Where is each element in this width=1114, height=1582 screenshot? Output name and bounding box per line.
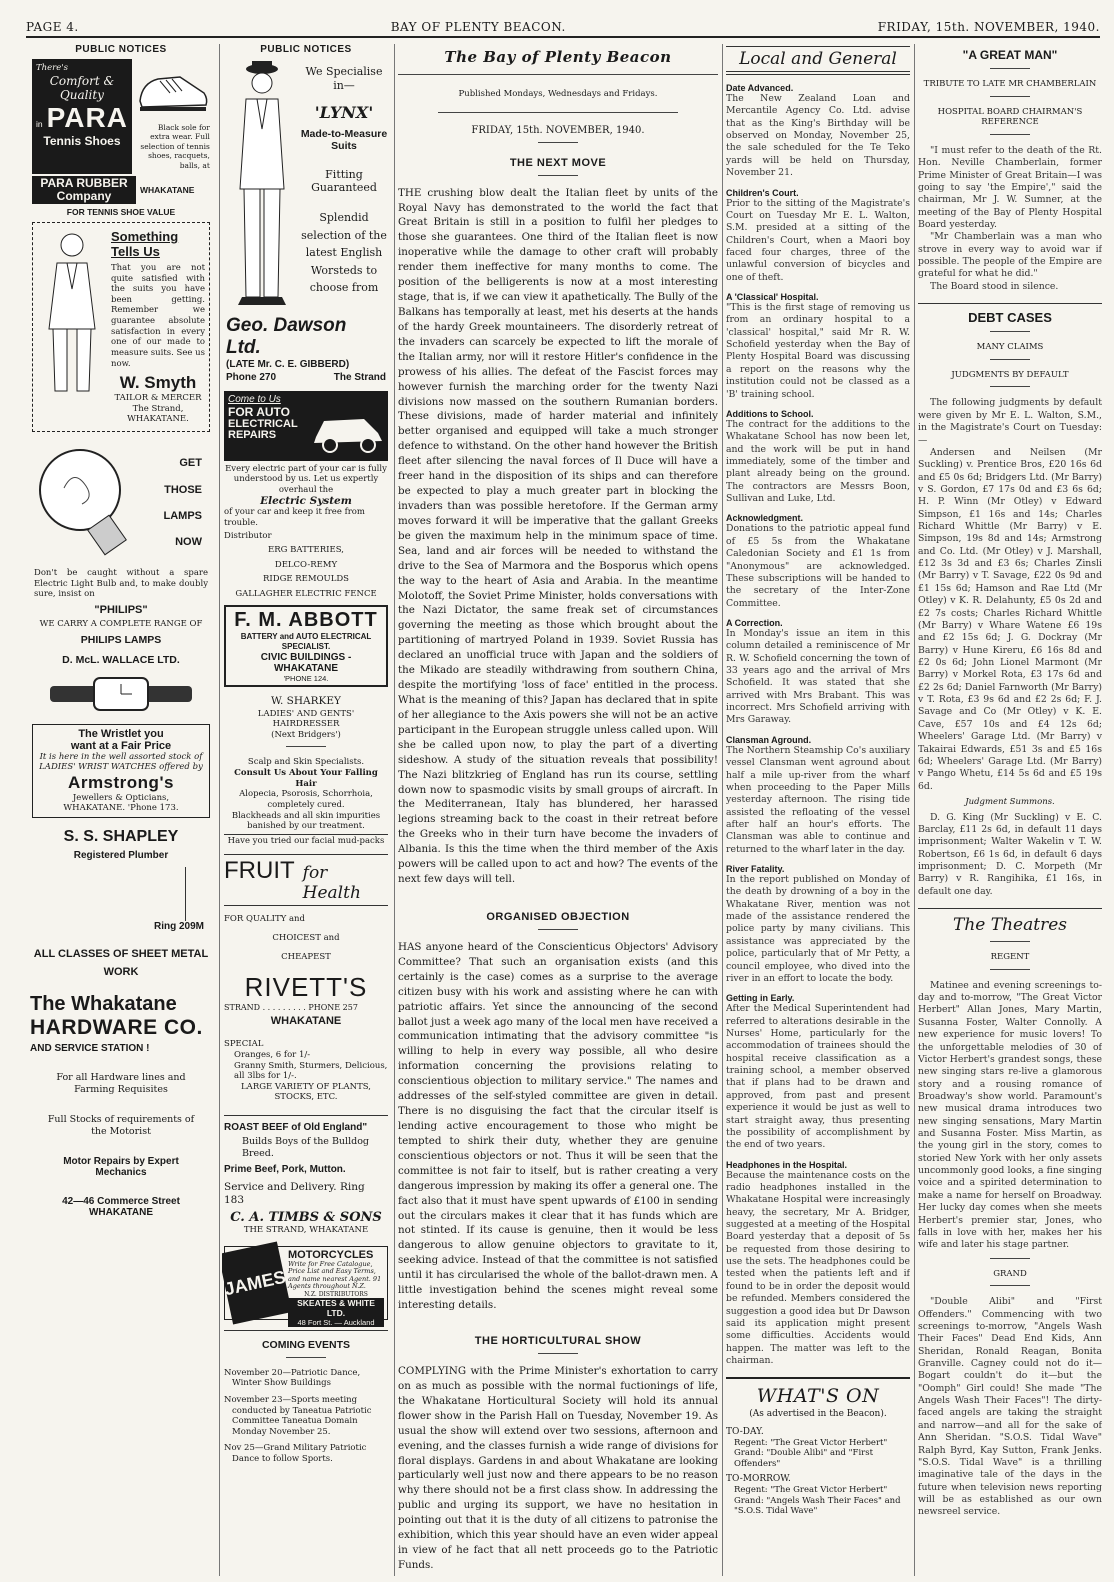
news-body: Donations to the patriotic appeal fund of £5 5s from the Whakatane Caledonian Society and £1 1s from "Anonymous" are acknowledged. These subscriptions will be handed to the secretary of the Inter-Zone Committee. [726, 523, 910, 609]
fruit-line3: CHEAPEST [281, 951, 331, 962]
dawson-lynx-ad [224, 59, 388, 309]
column-rule [219, 44, 220, 1576]
news-body: The contract for the additions to the Whakatane School has now been let, and the work will be put in hand immediately, some of the timber and plant already being on the ground. The contractors are Messrs Boon, Sullivan and Luke, Ltd. [726, 418, 910, 505]
coming-events [224, 1330, 388, 1465]
lynx-line2: Made-to-Measure Suits [300, 127, 388, 152]
lynx-line4: Splendid selection of the latest English Worsteds to choose from [301, 211, 387, 295]
abbott-phone: 'PHONE 124. [283, 674, 329, 683]
news-heading: Headphones in the Hospital. [726, 1159, 848, 1170]
column-2-advertisements [222, 44, 390, 1576]
wristlet-body: It is here in the well assorted stock of LADIES' WRIST WATCHES offered by [39, 751, 203, 773]
event-item: Nov 25—Grand Military Patriotic Dance to follow Sports. [224, 1443, 367, 1464]
local-news-item [726, 292, 910, 401]
hardware-name2: HARDWARE CO. [30, 1016, 203, 1040]
lamps-word1: GET [179, 457, 202, 470]
issue-date: FRIDAY, 15th. NOVEMBER, 1940. [877, 20, 1100, 34]
shapley-trade: Registered Plumber [73, 850, 169, 861]
column-4-local-news [726, 44, 910, 1576]
great-man-title: "A GREAT MAN" [962, 48, 1058, 62]
armstrong-trade: Jewellers & Opticians, [72, 792, 170, 803]
news-body: In Monday's issue an item in this column detailed a reminiscence of Mr R. W. Schofield concerning the town of 33 years ago and the arrival of Mrs Schofield. It was stated that she arrived with Mrs Brabant. This was incorrect. Mrs Schofield arriving with Mrs Garaway. [726, 627, 910, 726]
hardware-town: WHAKATANE [88, 1206, 154, 1218]
light-bulb-icon [34, 438, 134, 568]
dawson-late: (LATE Mr. C. E. GIBBERD) [226, 359, 350, 370]
debt-sub: MANY CLAIMS [976, 342, 1044, 353]
news-body: Prior to the sitting of the Magistrate's Court on Tuesday Mr E. L. Walton, S.M. presided at a sitting of the Children's Court, when a Maori boy faced four charges, three of the unlawful conversion of bicycles and one of theft. [726, 197, 910, 283]
great-man-sub: TRIBUTE TO LATE MR CHAMBERLAIN [923, 79, 1097, 89]
beef-line3: Service and Delivery. Ring 183 [224, 1180, 365, 1206]
theatres-article [918, 915, 1102, 1519]
sharkey-line2: Consult Us About Your Falling Hair [234, 768, 378, 789]
news-heading: Date Advanced. [726, 83, 794, 93]
regent-review: Matinee and evening screenings to-day and to-morrow, "The Great Victor Herbert" Allan Jones, Mary Martin, Susanna Foster, Walter Connolly. A new experience for music lovers! To the unforgettable melodies of 30 of Victor Herbert's grandest songs, these new singing stars re-live a glamorous story and a rousing romance of Broadway's show world. Paramount's new musical drama introduces two new singing sensations, Mary Martin and Susanna Foster. Miss Martin, as the young girl in the story, comes to storied New York with her only assets uncommonly good looks, a fine singing voice and a spirited determination to make a name for herself on Broadway. Her lucky day comes when she meets Herbert's premier star, Jones, who falls in love with her, makes her his wife and later his stage partner. [918, 979, 1102, 1251]
abbott-auto-electrical-ad [224, 391, 388, 688]
whats-on-listing: Grand: "Angels Wash Their Faces" and "S.O.S. Tidal Wave" [734, 1495, 901, 1517]
news-heading: Additions to School. [726, 408, 814, 419]
section-header: PUBLIC NOTICES [75, 44, 167, 55]
lamps-brand: "PHILIPS" [94, 603, 148, 616]
local-news-item [726, 993, 910, 1151]
para-slogan: FOR TENNIS SHOE VALUE [66, 207, 176, 218]
paper-name: BAY OF PLENTY BEACON. [390, 20, 566, 34]
whats-on-listing: Regent: "The Great Victor Herbert" [734, 1437, 888, 1448]
editorial-next-move: THE crushing blow dealt the Italian fleet by units of the Royal Navy has demonstrated to the world the fact that Great Britain is still in a position to fulfil her pledges to those she guarantees. One third of the Italian fleet is now inoperative while the damage to other craft will probably render them ineffective for many months to come. The position of the belligerents is now at a most interesting stage, that is, if we can view it apathetically. The Bully of the Balkans has temporally at least, met his deserts at the hands of the hardy Greek mountaineers. The disorderly retreat of the invaders can scarcely be expected to lift the morale of the Italian army, nor will it restore Hitler's confidence in the prowess of his allies. The defeat of the Fascist forces may however furnish the marching order for the twenty Nazi divisions now massed on the southern Rumanian borders. These divisions, made of harder material and infinitely better organised and equipped will take a much stronger defence to withstand. On the other hand however the British fleet after silencing the naval forces of Il Duce will have a freer hand in the disposition of its ships and can therefore be expected to play a much greater part in blocking the invaders than was possible heretofore. If the German army moves forward it will be imperative that the gallant Greeks be given the maximum help in the minimum space of time. Sea, land and air forces will be needed to withstand the drive to the Sea of Marmora and the Bosporus which opens the way to the heart of Asia and Arabia. In the meantime Molotoff, the Soviet Prime Minister, holds conversations with the Nazi Dictator, the same freak set of circumstances governing the meeting as those which brought about the partitioning of martryed Poland in 1939. Soviet Russia has declared an unofficial truce with Japan and the soldiers of the Mikado are steadily withdrawing from southern China, despite the mortifying 'loss of face' entitled in the process. What is the meaning of this? Japan has declared that in spite of her allegiance to the Axis powers she will not be an active participant in the European struggle unless called upon. Will she be called upon now, to play the part of a diverting sideshow. A study of the situation reveals that possibility! The Nazi blitzkrieg of England has run its course, settling down now to spasmodic visits by small groups of aircraft. In the Mediterranean, Italy has blundered, her harassed legions streaming back to the coast in their retreat before the Greeks who in their turn have become the invaders of Albania. Is this the time when the third member of the Axis powers will be called upon to act and how? The events of the next few days will tell. [398, 186, 718, 886]
lamps-body: Don't be caught without a spare Electric Light Bulb and, to make doubly sure, insist on [34, 568, 208, 600]
lynx-line3: Fitting Guaranteed [311, 167, 377, 195]
sharkey-name: W. SHARKEY [271, 695, 341, 708]
news-heading: A Correction. [726, 617, 783, 628]
auto-item: ERG BATTERIES, [268, 545, 344, 556]
great-man-article [918, 48, 1102, 293]
sharkey-line4: Blackheads and all skin impurities banished by our treatment. [231, 810, 381, 832]
news-body: Because the maintenance costs on the radio headphones installed in the Whakatane Hospital were increasingly heavy, the secretary, Mr A. Bridger, suggested at a meeting of the Hospital Board yesterday that a deposit of 5s be requested from those desiring to use the sets. The headphones could be tested when the patients left and if found to be in order the deposit would be refunded. Members considered the suggestion a good idea but Dr Dawson said its application might present some difficulties. Accidents would happen. The matter was left to the chairman. [726, 1169, 910, 1366]
para-rubber-ad [32, 59, 210, 218]
column-1-advertisements [26, 44, 216, 1576]
para-banner [32, 59, 132, 174]
sharkey-trade: LADIES' AND GENTS' HAIRDRESSER [257, 708, 355, 730]
local-news-item [726, 409, 910, 506]
rivetts-name: RIVETT'S [244, 972, 368, 1003]
local-news-item [726, 864, 910, 985]
auto-banner3: ELECTRICAL REPAIRS [228, 417, 298, 442]
james-heading: MOTORCYCLES [288, 1248, 374, 1261]
event-item: November 23—Sports meeting conducted by Taneatua Patriotic Committee Taneatua Domain Monday November 25. [224, 1394, 372, 1437]
beef-line1: Builds Boys of the Bulldog Breed. [242, 1136, 370, 1159]
news-heading: Clansman Aground. [726, 734, 812, 745]
shapley-phone: Ring 209M [153, 921, 204, 932]
para-brand: PARA [46, 101, 128, 133]
auto-item: DELCO-REMY [274, 559, 338, 570]
judgment-summons: Judgment Summons. [965, 796, 1055, 807]
james-dist: N.Z. DISTRIBUTORS [304, 1290, 368, 1298]
timbs-name: C. A. TIMBS & SONS [230, 1210, 382, 1225]
hardware-name1: The Whakatane [30, 993, 177, 1016]
editorial-heading-next-move: THE NEXT MOVE [509, 156, 607, 169]
sharkey-note: (Next Bridgers') [271, 729, 341, 740]
local-news-item [726, 513, 910, 610]
hardware-line2: Full Stocks of requirements of the Motorist [47, 1113, 195, 1137]
theatres-title: The Theatres [953, 915, 1067, 936]
smyth-body: That you are not quite satisfied with the suits you have been getting. Remember we guarantee absolute satisfaction in every one of our made to measure suits. See us now. [111, 262, 205, 369]
abbott-name: F. M. ABBOTT [234, 609, 378, 631]
beef-heading: ROAST BEEF of Old England" [224, 1122, 368, 1133]
local-news-item [726, 1160, 910, 1368]
shoe-illustration [132, 59, 214, 174]
auto-banner2: FOR AUTO [228, 404, 290, 419]
column-5-news [918, 44, 1102, 1576]
timbs-butcher-ad [224, 1115, 388, 1236]
fruit-line1: FOR QUALITY and [224, 914, 305, 925]
column-3-editorial [398, 44, 718, 1576]
news-heading: River Fatality. [726, 864, 785, 875]
publication-days: Published Mondays, Wednesdays and Fridays. [458, 89, 658, 99]
editorial-heading-horticultural: THE HORTICULTURAL SHOW [474, 1335, 642, 1347]
para-product: Tennis Shoes [43, 133, 121, 148]
watch-illustration [32, 672, 210, 720]
para-line1: Comfort & Quality [49, 73, 115, 102]
car-icon [308, 391, 388, 461]
whats-on-tomorrow: TO-MORROW. [726, 1473, 791, 1484]
dawson-footer [226, 315, 386, 383]
lamps-word4: NOW [175, 536, 202, 549]
rivetts-special: SPECIAL [224, 1039, 264, 1050]
abbott-address: CIVIC BUILDINGS - WHAKATANE [260, 652, 352, 674]
james-motorcycles-ad [222, 1246, 388, 1327]
james-distributor: SKEATES & WHITE LTD. [288, 1298, 384, 1318]
section-header: PUBLIC NOTICES [260, 44, 352, 55]
local-news-item [726, 188, 910, 285]
local-general-title: Local and General [726, 46, 910, 72]
news-body: The New Zealand Loan and Mercantile Agency Co. Ltd. advise that as the King's Birthday will be observed on Monday, November 25, the sale scheduled for the Te Teko yards will be held on Thursday, November 21. [726, 93, 910, 179]
great-man-sub2: HOSPITAL BOARD CHAIRMAN'S REFERENCE [937, 106, 1083, 128]
smyth-addr2: WHAKATANE. [127, 414, 189, 425]
great-man-para: The Board stood in silence. [930, 280, 1059, 292]
smyth-name: W. Smyth [119, 373, 197, 393]
james-address: 48 Fort St. — Auckland [288, 1318, 384, 1327]
hardware-line3: Motor Repairs by Expert Mechanics [63, 1155, 179, 1178]
column-rule [722, 44, 723, 1576]
whats-on-sub: (As advertised in the Beacon). [749, 1409, 887, 1420]
armstrong-jewellers-ad [32, 724, 210, 819]
shapley-plumber-ad [32, 828, 210, 981]
smyth-trade: TAILOR & MERCER [114, 393, 202, 404]
whats-on-box [726, 1377, 910, 1517]
whats-on-listing: Regent: "The Great Victor Herbert" [734, 1484, 888, 1495]
news-body: After the Medical Superintendent had referred to alterations desirable in the Nurses' Home, particularly for the accommodation of trainees should the hospital receive classification as a training school, a member observed that if plans had to be drawn and approved, from past and present experience it would be just as well to start straight away, thus presenting the possibility of accomplishment by the end of two years. [726, 1003, 910, 1151]
auto-body2: of your car and keep it free from trouble. [224, 507, 365, 528]
man-in-suit-icon [224, 59, 300, 309]
editorial-heading-objection: ORGANISED OBJECTION [486, 910, 630, 923]
sharkey-hairdresser-ad [224, 695, 388, 846]
lamps-word2: THOSE [164, 483, 202, 496]
lamps-carry: WE CARRY A COMPLETE RANGE OF [39, 618, 203, 629]
wristlet-title2: want at a Fair Price [70, 739, 172, 752]
fruit-heading: FRUIT [224, 857, 295, 885]
grand-review: "Double Alibi" and "First Offenders." Commencing with two screenings to-morrow, "Angels Wash Their Faces" Dead End Kids, Ann Sheridan, Ronald Reagan, Bonita Granville. Cagney could not do it—Bogart couldn't do it—but the "Oomph" Girl could! She made "The Angels Wash Their Faces"! The dirty-faced angels are taking the straight and narrow—and all for the sake of Ann Sheridan. "S.O.S. Tidal Wave" Ralph Byrd, Kay Sutton, Frank Jenks. "S.O.S. Tidal Wave" is a thrilling imaginative tale of the days in the future when television news reporting will be as established as our own newsreel service. [918, 1296, 1102, 1518]
smyth-heading2: Tells Us [111, 243, 160, 259]
para-desc: Black sole for extra wear. Full selection of tennis shoes, racquets, balls, at [140, 123, 210, 170]
column-rule [914, 44, 915, 1576]
armstrong-addr: WHAKATANE. 'Phone 173. [63, 803, 179, 814]
sharkey-line1: Scalp and Skin Specialists. [247, 757, 365, 768]
editorial-horticultural: COMPLYING with the Prime Minister's exhortation to carry on as much as possible with the normal fuctionings of life, the Whakatane Horticultural Society will hold its annual flower show in the Parish Hall on Tuesday, November 19. As usual the show will extend over two sessions, afternoon and evening, and the classes furnish a wide range of divisions for floral displays. Gardens in and about Whakatane are looking particularly well just now and there appears to be no reason why there should not be a first class show. In addressing the public and urging its support, we have no hesitation in pointing out that it is the duty of all citizens to patronise the exhibition, which this year should have an even wider appeal in view of he fact that all nett proceeds go to the Patriotic Funds. [398, 1365, 718, 1571]
paper-title: The Bay of Plenty Beacon [444, 48, 672, 66]
page-number: PAGE 4. [26, 20, 79, 34]
editorial-date: FRIDAY, 15th. NOVEMBER, 1940. [471, 124, 645, 136]
news-body: In the report published on Monday of the death by drowning of a boy in the Whakatane River, mention was not made of the assistance rendered the police party by many civilians. This assistance was appreciated by the police, particularly that of Mr Petty, a council employee, who dived into the river in an effort to locate the body. [726, 874, 910, 984]
auto-item: GALLAGHER ELECTRIC FENCE [235, 588, 377, 599]
lamps-word3: LAMPS [163, 510, 202, 522]
news-heading: Acknowledgment. [726, 513, 804, 524]
smyth-tailor-ad [32, 222, 210, 432]
auto-item: RIDGE REMOULDS [263, 574, 349, 585]
smyth-heading1: Something [111, 228, 179, 244]
james-body: Write for Free Catalogue, Price List and Easy Terms, and name nearest Agent. 91 Agents throughout N.Z. [288, 1259, 382, 1291]
sharkey-line3: Alopecia, Psorosis, Schorrhoia, completely cured. [239, 789, 373, 810]
para-town: WHAKATANE [140, 184, 195, 195]
news-heading: A 'Classical' Hospital. [726, 292, 819, 303]
news-heading: Getting in Early. [726, 993, 795, 1004]
hardware-line1: For all Hardware lines and Farming Requisites [56, 1072, 186, 1096]
wrist-watch-icon [46, 672, 196, 716]
dawson-phone: Phone 270 [226, 371, 277, 383]
whats-on-title: WHAT'S ON [756, 1385, 880, 1408]
debt-cases-article [918, 310, 1102, 898]
rivetts-fruit-ad [224, 854, 388, 1103]
whats-on-listing: Grand: "Double Alibi" and "First Offenders" [734, 1448, 874, 1470]
debt-para: Andersen and Neilsen (Mr Suckling) v. Prentice Bros, £20 16s 6d and £5 0s 6d; Bridgers Ltd. (Mr Barry) v S. Gordon, £7 17s 0d and £3 6s 6d; H. P. Winn (Mr Otley) v Edward Simpson, £1 16s and 14s; Charles Richard Whittle (Mr Barry) v E. Simpson, 19s 8d and 14s; Armstrong and Co. Ltd. (Mr Otley) v J. Marshall, £12 3s 3d and £3 6s; Charles Zinsli (Mr Barry) v T. Savage, £22 0s 9d and £1 15s 6d; Hamson and Rae Ltd (Mr Otley) v K. R. Delahunty, £5 0s 2d and £2 7s costs; Charles Richard Whittle (Mr Barry) v Whare Watene £6 19s and £2 15s 6d; J. G. Dockray (Mr Barry) v Hune Kireru, £6 16s 8d and £2 0s 6d; John Lionel Marmont (Mr Barry) v Morkel Rota, £3 17s 6d and £2 2s 6d; Daniel Farnworth (Mr Barry) v T. Rota, £3 9s 6d and £2 2s 6d; F. J. Savage and Co (Mr Otley) v K. E. Cave, £57 10s and £4 12s 6d; Wheelers' Garage Ltd. (Mr Barry) v Takairai Edwards, £51 3s and £5 16s 6d; Wheelers' Garage Ltd. (Mr Barry) v Pango Whetu, £14 5s 6d and £5 19s 6d. [918, 446, 1102, 792]
tennis-shoe-icon [136, 63, 210, 119]
masthead [26, 16, 1100, 38]
local-news-item [726, 83, 910, 180]
beef-line2: Prime Beef, Pork, Mutton. [224, 1163, 346, 1175]
event-item: November 20—Patriotic Dance, Winter Show Buildings [224, 1367, 361, 1389]
debt-para: The following judgments by default were given by Mr E. L. Walton, S.M., in the Magistrate's Court on Tuesday:— [918, 397, 1102, 446]
auto-body: Every electric part of your car is fully understood by us. Let us expertly overhaul the [225, 463, 387, 495]
para-company: PARA RUBBER Company [32, 176, 136, 204]
whats-on-today: TO-DAY. [726, 1426, 764, 1437]
theatre-grand: GRAND [993, 1268, 1027, 1279]
news-body: "This is the first stage of removing us from an ordinary hospital to a 'classical' hospital," said Mr R. W. Schofield yesterday when the Bay of Plenty Hospital Board was discussing a report on the reasons why the institution could not be classed as a 'B' training school. [726, 302, 910, 400]
great-man-para: "I must refer to the death of the Rt. Hon. Neville Chamberlain, former Prime Minister of Great Britain—I was going to say 'the Empire'," said the chairman, Mr J. W. Sumner, at the meeting of the Bay of Plenty Hospital Board yesterday. [918, 144, 1102, 231]
lynx-line1: We Specialise in— [305, 65, 383, 92]
dawson-strand: The Strand [333, 371, 386, 383]
armstrong-name: Armstrong's [68, 772, 174, 792]
editorial-objection: HAS anyone heard of the Conscienticus Objectors' Advisory Committee? That such an organisation exists (and this certainly is the case) comes as a surprise to the average citizen busy with his work and assisting where he can with patriotic affairs. Yet since the announcing of the second ballot just a week ago many of the local men have received a communication intimating that the advisory committee "is willing to help in every way possible, all who desire information concerning the provisions relating to conscientious objection to military service." The names and addresses of the self-styled committee are given in detail. There is no disguising the fact that the circular itself is lending active encouragement to those who might be tempted to shirk their duty, whether they are genuine conscientious objectors or not. Thus it will be seen that the committee is not fair to itself, but is rather creating a very dangerous impression by making its offer a general one. The fact also that it must have spent upwards of £100 in sending out the circulars makes it clear that it has funds which are not stinted. If its cause is genuine, then it would be less dangerous to allow genuine objectors to gravitate to it, seeking advice. Instead of that the committee is not satisfied until it has circularised the whole of the ballot-drawn men. A little investigation behind the scenes might reveal some interesting details. [398, 940, 718, 1312]
lamps-product: PHILIPS LAMPS [80, 633, 162, 646]
timbs-address: THE STRAND, WHAKATANE [243, 1225, 369, 1235]
column-rule [394, 44, 395, 1576]
para-tag: There's [36, 63, 68, 73]
dawson-name: Geo. Dawson Ltd. [226, 315, 347, 358]
shapley-work: ALL CLASSES OF SHEET METAL WORK [33, 948, 209, 978]
hardware-sub: AND SERVICE STATION ! [30, 1043, 150, 1055]
rivetts-town: WHAKATANE [270, 1015, 342, 1028]
rivetts-item: Granny Smith, Sturmers, Delicious, all 3lbs for 1/-. [234, 1060, 388, 1082]
smyth-addr1: The Strand, [132, 403, 184, 414]
rivetts-item: Oranges, 6 for 1/- [234, 1049, 311, 1060]
local-news-list [726, 83, 910, 1367]
debt-para: D. G. King (Mr Suckling) v E. C. Barclay, £11 2s 6d, in default 11 days imprisonment; Walter Wakelin v T. W. Robertson, £6 1s 6d, in default 6 days imprisonment; D. C. Morpeth (Mr Barry) v R. Rangihika, £1 16s, in default one day. [918, 811, 1102, 897]
whakatane-hardware-ad [30, 993, 212, 1218]
news-heading: Children's Court. [726, 187, 799, 198]
rivetts-address: STRAND . . . . . . . . . PHONE 257 [224, 1003, 358, 1013]
auto-system: Electric System [260, 495, 352, 508]
abbott-box [224, 605, 388, 687]
philips-lamps-ad [32, 436, 210, 668]
lamps-dealer: D. McL. WALLACE LTD. [62, 653, 180, 666]
local-news-item [726, 618, 910, 727]
para-line2: in [36, 118, 43, 129]
suited-man-icon [37, 229, 107, 399]
auto-distributor: Distributor [224, 530, 272, 541]
news-body: The Northern Steamship Co's auxiliary vessel Clansman went aground about half a mile up-river from the wharf when proceeding to the Paper Mills yesterday afternoon. The rising tide assisted the refloating of the vessel after half an hour's efforts. The Clansman was able to continue and returned to the wharf later in the day. [726, 744, 910, 855]
theatre-regent: REGENT [990, 952, 1030, 963]
lynx-brand: 'LYNX' [314, 102, 374, 122]
coming-events-title: COMING EVENTS [261, 1338, 351, 1351]
debt-title: DEBT CASES [968, 310, 1052, 326]
auto-banner1: Come to Us [228, 393, 281, 405]
wristlet-title1: The Wristlet you [78, 727, 164, 740]
fruit-line2: CHOICEST and [272, 933, 340, 943]
great-man-para: "Mr Chamberlain was a man who strove in every way to avoid war if possible. The people of the Empire are grateful for what he did." [918, 231, 1102, 280]
james-logo: JAMES [222, 1241, 292, 1324]
fruit-subheading: for Health [302, 863, 361, 904]
hardware-address: 42—46 Commerce Street [62, 1195, 180, 1207]
rivetts-item: LARGE VARIETY OF PLANTS, STOCKS, ETC. [241, 1081, 371, 1103]
abbott-trade: BATTERY and AUTO ELECTRICAL SPECIALIST. [240, 632, 372, 651]
local-news-item [726, 735, 910, 856]
sharkey-line5: Have you tried our facial mud-packs [224, 834, 388, 847]
debt-sub2: JUDGMENTS BY DEFAULT [951, 369, 1069, 380]
shapley-name: S. S. SHAPLEY [63, 828, 179, 845]
